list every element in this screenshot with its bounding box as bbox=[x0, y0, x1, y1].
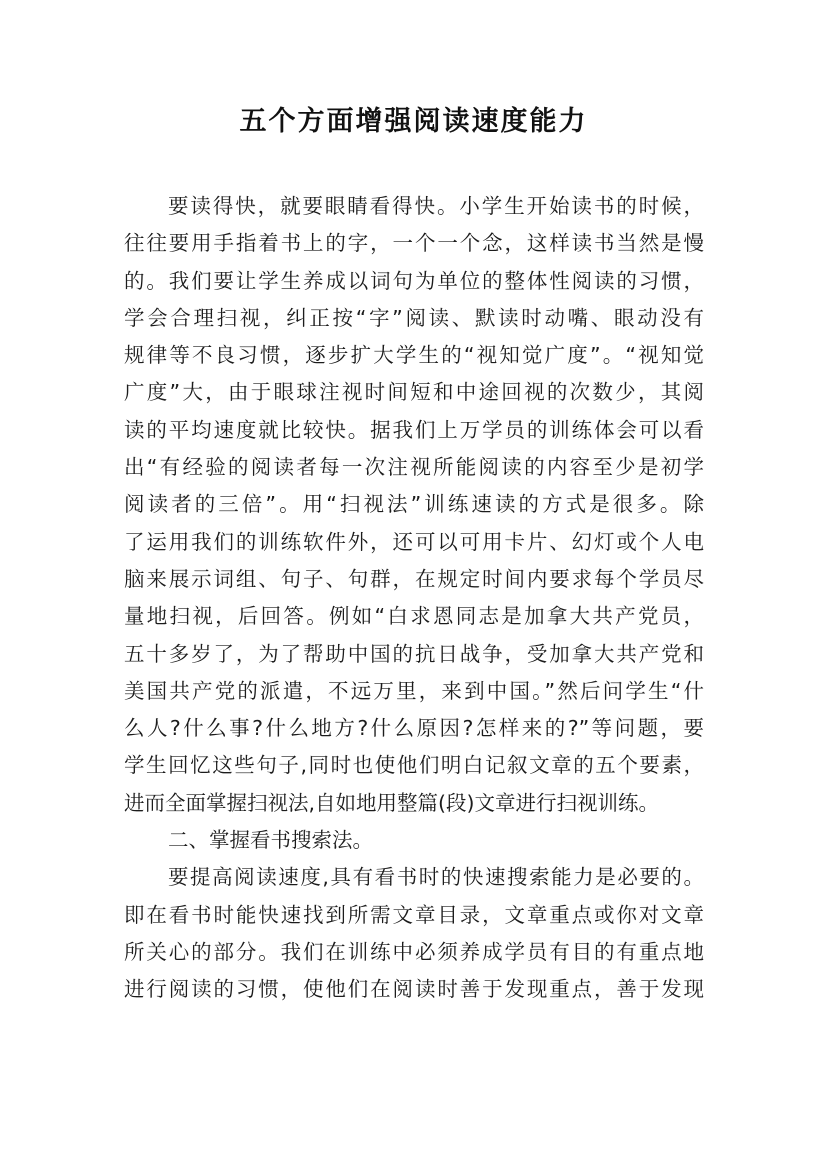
body-line: 么人?什么事?什么地方?什么原因?怎样来的?”等问题，要 bbox=[124, 716, 704, 741]
body-line: 所关心的部分。我们在训练中必须养成学员有目的有重点地 bbox=[124, 939, 704, 964]
body-line: 即在看书时能快速找到所需文章目录，文章重点或你对文章 bbox=[124, 902, 704, 927]
body-line: 规律等不良习惯，逐步扩大学生的“视知觉广度”。“视知觉 bbox=[124, 343, 704, 368]
body-line: 美国共产党的派遣，不远万里，来到中国。”然后问学生“什 bbox=[124, 678, 704, 703]
body-line: 学生回忆这些句子,同时也使他们明白记叙文章的五个要素， bbox=[124, 753, 704, 778]
body-line: 的。我们要让学生养成以词句为单位的整体性阅读的习惯， bbox=[124, 268, 704, 293]
body-line: 要读得快，就要眼睛看得快。小学生开始读书的时候， bbox=[168, 194, 704, 218]
section-heading: 二、掌握看书搜索法。 bbox=[168, 828, 373, 853]
body-line: 出“有经验的阅读者每一次注视所能阅读的内容至少是初学 bbox=[124, 455, 704, 480]
body-line: 进而全面掌握扫视法,自如地用整篇(段)文章进行扫视训练。 bbox=[124, 790, 660, 815]
document-title: 五个方面增强阅读速度能力 bbox=[239, 106, 588, 137]
body-line: 了运用我们的训练软件外，还可以可用卡片、幻灯或个人电 bbox=[124, 529, 704, 554]
body-line: 脑来展示词组、句子、句群，在规定时间内要求每个学员尽 bbox=[124, 566, 704, 591]
body-line: 广度”大，由于眼球注视时间短和中途回视的次数少，其阅 bbox=[124, 380, 704, 405]
body-line: 量地扫视，后回答。例如“白求恩同志是加拿大共产党员， bbox=[124, 604, 704, 629]
body-line: 往往要用手指着书上的字，一个一个念，这样读书当然是慢 bbox=[124, 231, 704, 256]
document-body bbox=[124, 188, 704, 1009]
body-line: 读的平均速度就比较快。据我们上万学员的训练体会可以看 bbox=[124, 417, 704, 442]
body-line: 阅读者的三倍”。用“扫视法”训练速读的方式是很多。除 bbox=[124, 492, 704, 517]
body-line: 五十多岁了，为了帮助中国的抗日战争，受加拿大共产党和 bbox=[124, 641, 704, 666]
body-line: 进行阅读的习惯，使他们在阅读时善于发现重点，善于发现 bbox=[124, 977, 704, 1002]
body-line: 学会合理扫视，纠正按“字”阅读、默读时动嘴、眼动没有 bbox=[124, 305, 704, 330]
body-line: 要提高阅读速度,具有看书时的快速搜索能力是必要的。 bbox=[168, 865, 704, 890]
